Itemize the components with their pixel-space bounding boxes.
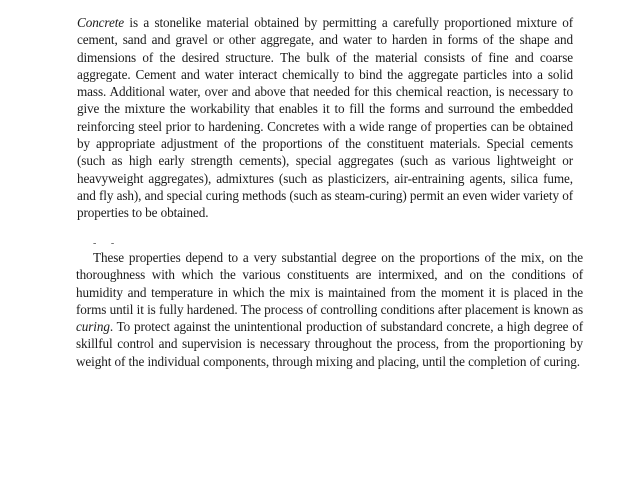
emphasis-curing: curing bbox=[76, 319, 110, 335]
lead-term-concrete: Concrete bbox=[77, 15, 125, 30]
paragraph-concrete-definition bbox=[77, 14, 573, 222]
paragraph-2-body-start: These properties depend to a very substantial degree on the proportions of the mix, on the thoroughness with which the various constituents are intermixed, and on the conditions of humidity and temperature in which the mix is maintained from the moment it is placed in the forms until it is fully hardened. The process of controlling conditions after placement is known as bbox=[76, 250, 583, 317]
paragraph-curing-process bbox=[76, 249, 583, 370]
paragraph-2-body-end: . To protect against the unintentional production of substandard concrete, a high degree of skillful control and supervision is necessary throughout the process, from the proportioning by weight of the individual components, through mixing and placing, until the completion of curing. bbox=[76, 319, 583, 369]
paragraph-1-body: is a stonelike material obtained by permitting a carefully proportioned mixture of cement, sand and gravel or other aggregate, and water to harden in forms of the shape and dimensions of the desired structure. The bulk of the material consists of fine and coarse aggregate. Cement and water interact chemically to bind the aggregate particles into a solid mass. Additional water, over and above that needed for this chemical reaction, is necessary to give the mixture the workability that enables it to fill the forms and surround the embedded reinforcing steel prior to hardening. Concretes with a wide range of properties can be obtained by appropriate adjustment of the proportions of the constituent materials. Special cements (such as high early strength cements), special aggregates (such as various lightweight or heavyweight aggregates), admixtures (such as plasticizers, air-entraining agents, silica fume, and fly ash), and special curing methods (such as steam-curing) permit an even wider variety of properties to be obtained. bbox=[77, 15, 573, 221]
separator-mark: - - bbox=[93, 238, 121, 249]
